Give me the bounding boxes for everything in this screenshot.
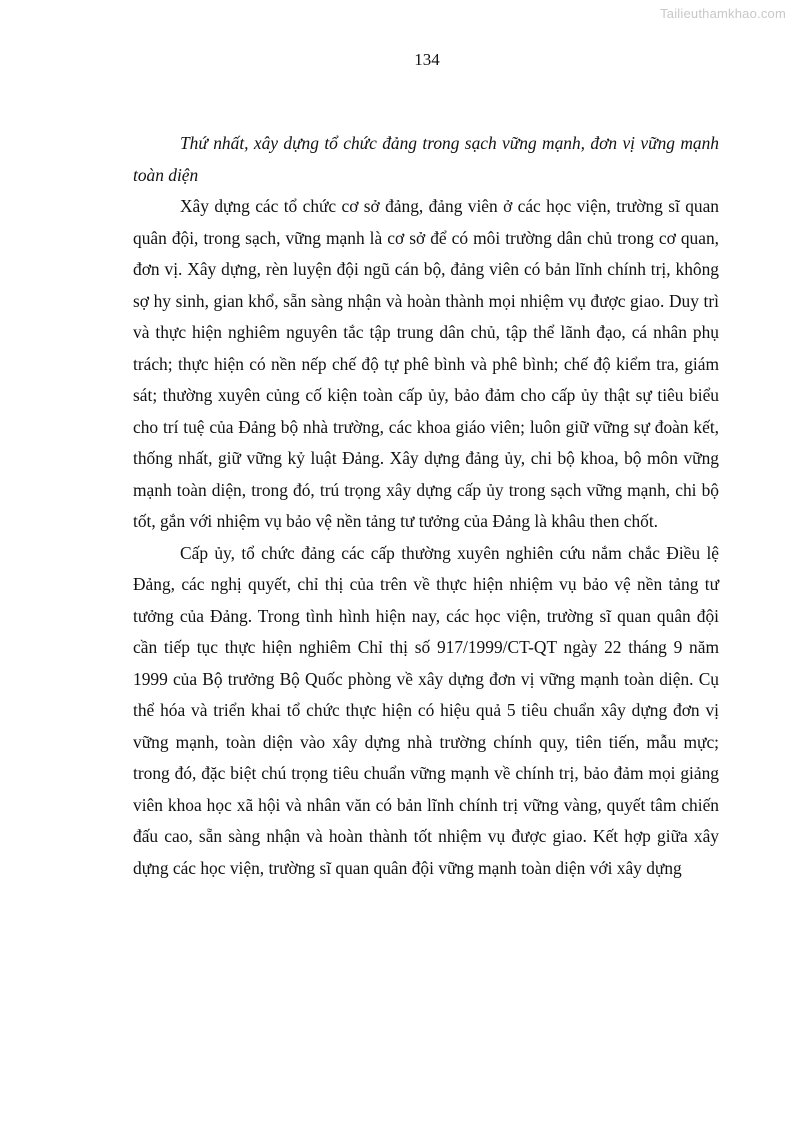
paragraph-1: Xây dựng các tổ chức cơ sở đảng, đảng viên ở các học viện, trường sĩ quan quân đội, trong sạch, vững mạnh là cơ sở để có môi trường dân chủ trong cơ quan, đơn vị. Xây dựng, rèn luyện đội ngũ cán bộ, đảng viên có bản lĩnh chính trị, không sợ hy sinh, gian khổ, sẵn sàng nhận và hoàn thành mọi nhiệm vụ được giao. Duy trì và thực hiện nghiêm nguyên tắc tập trung dân chủ, tập thể lãnh đạo, cá nhân phụ trách; thực hiện có nền nếp chế độ tự phê bình và phê bình; chế độ kiểm tra, giám sát; thường xuyên củng cố kiện toàn cấp ủy, bảo đảm cho cấp ủy thật sự tiêu biểu cho trí tuệ của Đảng bộ nhà trường, các khoa giáo viên; luôn giữ vững sự đoàn kết, thống nhất, giữ vững kỷ luật Đảng. Xây dựng đảng ủy, chi bộ khoa, bộ môn vững mạnh toàn diện, trong đó, trú trọng xây dựng cấp ủy trong sạch vững mạnh, chi bộ tốt, gắn với nhiệm vụ bảo vệ nền tảng tư tưởng của Đảng là khâu then chốt. xyxy=(133,196,719,531)
section-heading: Thứ nhất, xây dựng tổ chức đảng trong sạch vững mạnh, đơn vị vững mạnh toàn diện xyxy=(133,133,719,185)
document-body xyxy=(133,128,719,884)
page-number: 134 xyxy=(414,50,440,69)
paragraph-2: Cấp ủy, tổ chức đảng các cấp thường xuyên nghiên cứu nắm chắc Điều lệ Đảng, các nghị quyết, chỉ thị của trên về thực hiện nhiệm vụ bảo vệ nền tảng tư tưởng của Đảng. Trong tình hình hiện nay, các học viện, trường sĩ quan quân đội cần tiếp tục thực hiện nghiêm Chỉ thị số 917/1999/CT-QT ngày 22 tháng 9 năm 1999 của Bộ trưởng Bộ Quốc phòng về xây dựng đơn vị vững mạnh toàn diện. Cụ thể hóa và triển khai tổ chức thực hiện có hiệu quả 5 tiêu chuẩn xây dựng đơn vị vững mạnh, toàn diện vào xây dựng nhà trường chính quy, tiên tiến, mẫu mực; trong đó, đặc biệt chú trọng tiêu chuẩn vững mạnh về chính trị, bảo đảm mọi giảng viên khoa học xã hội và nhân văn có bản lĩnh chính trị vững vàng, quyết tâm chiến đấu cao, sẵn sàng nhận và hoàn thành tốt nhiệm vụ được giao. Kết hợp giữa xây dựng các học viện, trường sĩ quan quân đội vững mạnh toàn diện với xây dựng xyxy=(133,542,719,878)
watermark-text: Tailieuthamkhao.com xyxy=(660,6,786,21)
